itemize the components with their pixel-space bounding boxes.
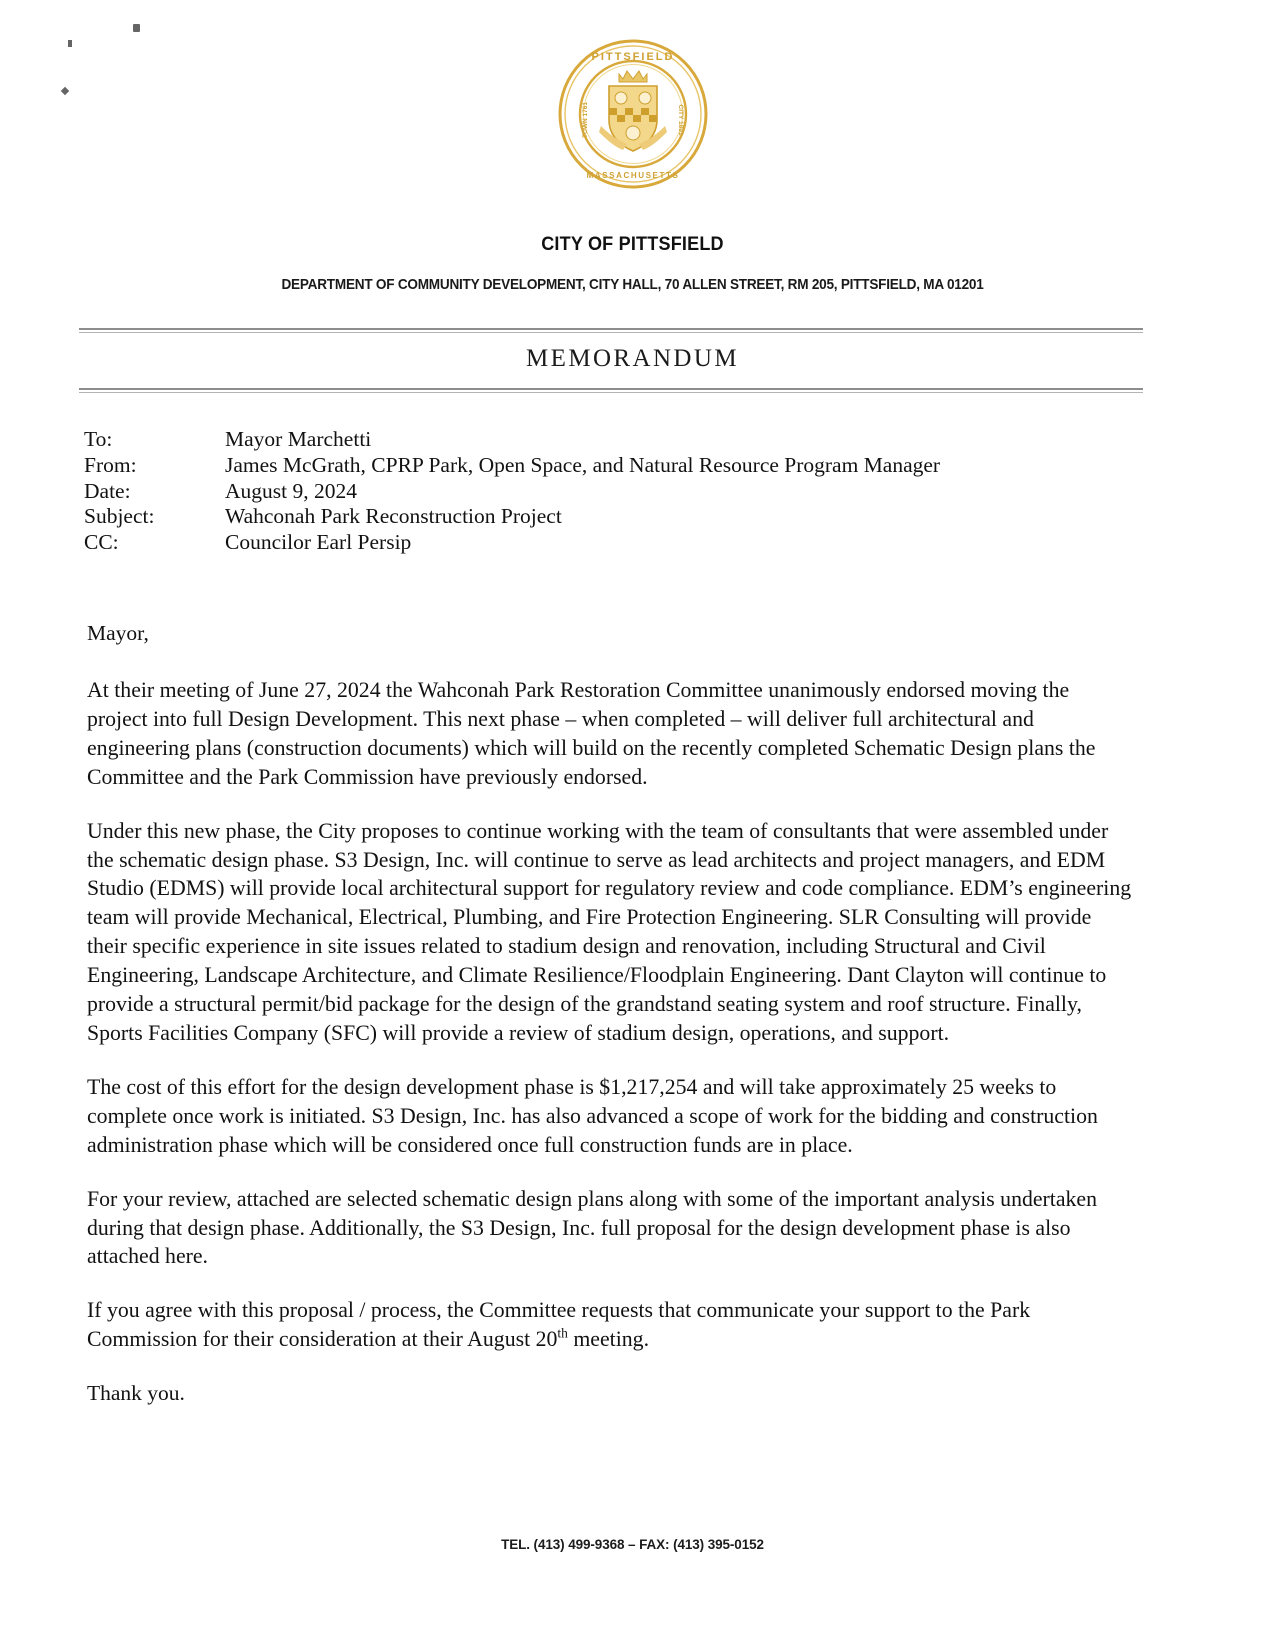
body-paragraph-4: For your review, attached are selected schematic design plans along with some of the important analysis undertaken during that design phase. Additionally, the S3 Design, Inc. full proposal for the design development phase is also attached here.: [87, 1186, 1098, 1269]
meta-row-subject: [84, 504, 1154, 530]
ordinal-suffix: th: [557, 1325, 568, 1341]
meta-label: CC:: [84, 530, 119, 555]
body-paragraph-1: At their meeting of June 27, 2024 the Wahconah Park Restoration Committee unanimously endorsed moving the project into full Design Development. This next phase – when completed – will deliver full architectural and engineering plans (construction documents) which will build on the recently completed Schematic Design plans the Committee and the Park Commission have previously endorsed.: [87, 678, 1096, 789]
meta-label: Subject:: [84, 504, 155, 529]
footer-contact: TEL. (413) 499-9368 – FAX: (413) 395-0152: [501, 1537, 764, 1553]
meta-label: From:: [84, 452, 137, 477]
body-paragraph-5-text-start: If you agree with this proposal / process, the Committee requests that communicate your support to the Park Commission for their consideration at their August 20: [87, 1298, 1031, 1352]
svg-text:MASSACHUSETTS: MASSACHUSETTS: [586, 171, 679, 180]
body-paragraph-2: Under this new phase, the City proposes to continue working with the team of consultants that were assembled under the schematic design phase. S3 Design, Inc. will continue to serve as lead architects and project managers, and EDM Studio (EDMS) will provide local architectural support for regulatory review and code compliance. EDM’s engineering team will provide Mechanical, Electrical, Plumbing, and Fire Protection Engineering. SLR Consulting will provide their specific experience in site issues related to stadium design and renovation, including Structural and Civil Engineering, Landscape Architecture, and Climate Resilience/Floodplain Engineering. Dant Clayton will continue to provide a structural permit/bid package for the design of the grandstand seating system and roof structure. Finally, Sports Facilities Company (SFC) will provide a review of stadium design, operations, and support.: [87, 818, 1132, 1045]
memo-header-fields: [84, 427, 1154, 556]
meta-value: Councilor Earl Persip: [225, 530, 412, 555]
letterhead: [0, 0, 1265, 293]
divider-top: [79, 328, 1143, 333]
svg-text:TOWN 1761: TOWN 1761: [581, 101, 589, 139]
department-address-line: DEPARTMENT OF COMMUNITY DEVELOPMENT, CITY HALL, 70 ALLEN STREET, RM 205, PITTSFIELD, MA 01201: [281, 277, 984, 293]
svg-text:CITY 1891: CITY 1891: [676, 104, 684, 136]
body-paragraph-5: [87, 1296, 1135, 1354]
meta-value: August 9, 2024: [225, 478, 357, 503]
meta-value: Wahconah Park Reconstruction Project: [225, 504, 562, 529]
salutation: Mayor,: [87, 621, 149, 645]
seal-container: [0, 38, 1265, 190]
closing-line: Thank you.: [87, 1381, 185, 1406]
meta-row-to: [84, 427, 1154, 453]
meta-label: To:: [84, 427, 113, 451]
meta-value: James McGrath, CPRP Park, Open Space, and Natural Resource Program Manager: [225, 452, 941, 477]
city-seal-icon: [557, 38, 709, 190]
meta-row-cc: [84, 530, 1154, 556]
divider-bottom: [79, 388, 1143, 393]
memorandum-title: MEMORANDUM: [526, 345, 739, 372]
meta-label: Date:: [84, 478, 131, 503]
meta-value: Mayor Marchetti: [225, 427, 372, 451]
meta-row-date: [84, 479, 1154, 505]
svg-text:PITTSFIELD: PITTSFIELD: [591, 51, 674, 63]
city-name: CITY OF PITTSFIELD: [541, 234, 724, 255]
body-paragraph-3: The cost of this effort for the design development phase is $1,217,254 and will take approximately 25 weeks to complete once work is initiated. S3 Design, Inc. has also advanced a scope of work for the bidding and construction administration phase which will be considered once full construction funds are in place.: [87, 1074, 1098, 1157]
body-paragraph-5-text-end: meeting.: [567, 1327, 650, 1352]
meta-row-from: [84, 453, 1154, 479]
memo-body: [87, 620, 1135, 1407]
